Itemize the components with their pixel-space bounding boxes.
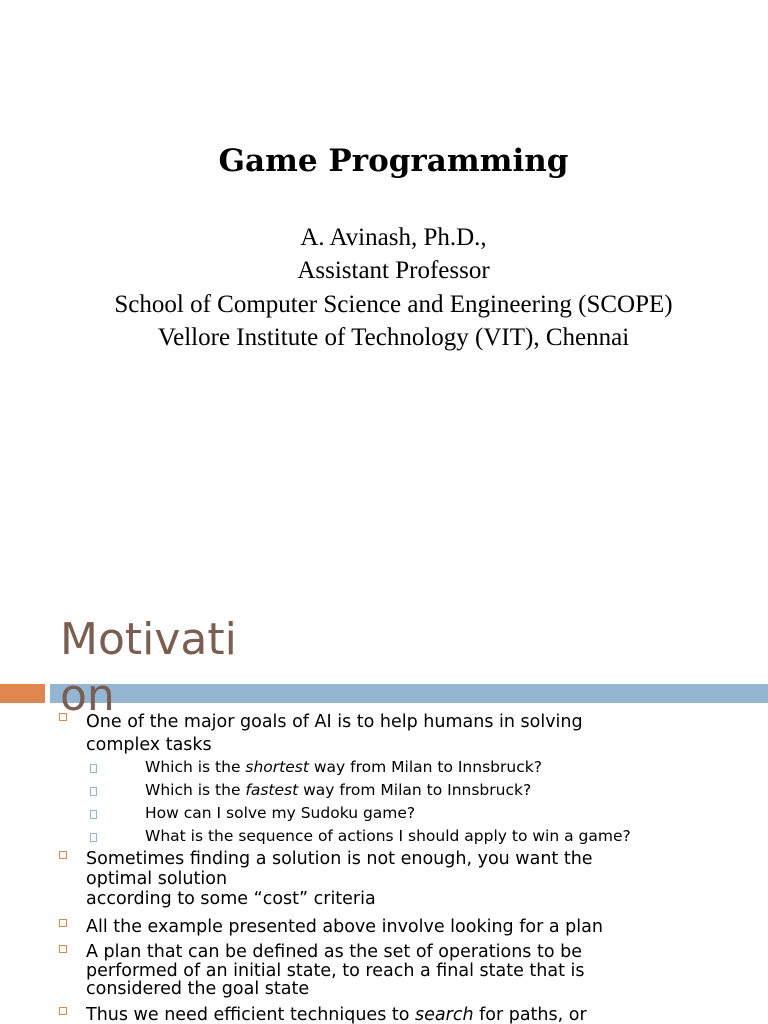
bullet-line: One of the major goals of AI is to help humans in solving (86, 712, 583, 732)
bullet-item (86, 1005, 587, 1024)
sub-bullet-item (145, 781, 531, 799)
accent-bar-blue (50, 684, 768, 703)
square-bullet-icon (59, 945, 67, 953)
bullet-line: A plan that can be defined as the set of operations to be (86, 942, 582, 962)
sub-bullet-text: way from Milan to Innsbruck? (298, 781, 532, 799)
bullet-item (86, 711, 583, 757)
sub-bullet-emphasis: shortest (245, 758, 309, 776)
bullet-line: All the example presented above involve looking for a plan (86, 917, 603, 937)
accent-bar-orange (0, 684, 45, 703)
bullet-item (86, 917, 603, 937)
sub-bullet-text: way from Milan to Innsbruck? (308, 758, 542, 776)
square-bullet-icon (90, 810, 97, 819)
bullet-line: complex tasks (86, 735, 212, 755)
sub-bullet-text: Which is the (145, 781, 246, 799)
bullet-line (86, 1005, 587, 1024)
sub-bullet-text: Which is the (145, 758, 246, 776)
sub-bullet-text: How can I solve my Sudoku game? (145, 804, 416, 822)
square-bullet-icon (59, 851, 67, 859)
sub-bullet-item (145, 827, 631, 845)
sub-bullet-emphasis: fastest (245, 781, 299, 799)
sub-bullet-text: What is the sequence of actions I should apply to win a game? (145, 827, 631, 845)
square-bullet-icon (59, 713, 67, 721)
subtitle-block (0, 221, 768, 354)
bullet-text: for paths, or (473, 1005, 587, 1024)
sub-bullet-item (145, 758, 542, 776)
slide-title: Game Programming (218, 143, 569, 179)
square-bullet-icon (59, 919, 67, 927)
square-bullet-icon (90, 764, 97, 773)
bullet-text: Thus we need efficient techniques to (86, 1005, 416, 1024)
bullet-emphasis: search (415, 1005, 474, 1024)
bullet-line: performed of an initial state, to reach a final state that is (86, 960, 585, 981)
bullet-line: optimal solution (86, 869, 228, 889)
author-name: A. Avinash, Ph.D., (300, 224, 487, 251)
bullet-line: considered the goal state (86, 979, 310, 999)
square-bullet-icon (59, 1007, 67, 1015)
school-name: School of Computer Science and Engineering (SCOPE) (114, 290, 673, 318)
institute-name: Vellore Institute of Technology (VIT), Chennai (157, 323, 630, 351)
slide-heading-line2: on (60, 670, 115, 721)
bullet-item (86, 943, 585, 999)
square-bullet-icon (90, 833, 97, 842)
bullet-item (86, 849, 593, 909)
motivation-slide (0, 576, 768, 1024)
sub-bullet-item (145, 804, 415, 822)
square-bullet-icon (90, 787, 97, 796)
author-position: Assistant Professor (297, 257, 490, 285)
bullet-line: Sometimes finding a solution is not enough, you want the (86, 849, 593, 869)
slide-heading-line1: Motivati (60, 614, 237, 665)
bullet-line: according to some “cost” criteria (86, 889, 376, 909)
